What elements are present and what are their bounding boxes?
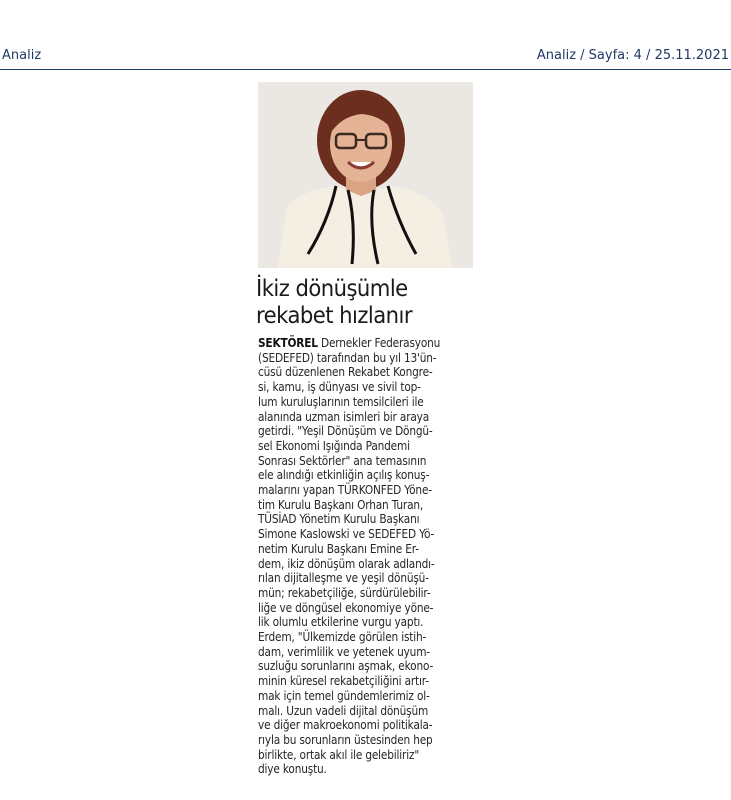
body-line: ele alındığı etkinliğin açılış konuş- xyxy=(258,468,430,483)
body-line xyxy=(258,336,447,351)
body-line: Simone Kaslowski ve SEDEFED Yö- xyxy=(258,527,435,542)
title-line: rekabet hızlanır xyxy=(256,303,412,329)
body-line: liğe ve döngüsel ekonomiye yöne- xyxy=(258,600,434,615)
body-line: netim Kurulu Başkanı Emine Er- xyxy=(258,541,419,556)
body-line: Erdem, "Ülkemizde görülen istih- xyxy=(258,630,427,645)
body-line: si, kamu, iş dünyası ve sivil top- xyxy=(258,380,421,395)
body-line: getirdi. "Yeşil Dönüşüm ve Döngü- xyxy=(258,424,433,439)
lead-word: SEKTÖREL xyxy=(258,336,318,350)
section-label: Analiz xyxy=(2,48,42,63)
body-line: (SEDEFED) tarafından bu yıl 13'ün- xyxy=(258,350,437,365)
header-divider xyxy=(0,69,731,70)
article-title xyxy=(256,276,468,330)
body-line: mak için temel gündemlerimiz ol- xyxy=(258,688,430,703)
body-line-text: Dernekler Federasyonu xyxy=(317,336,441,350)
source-info: Analiz / Sayfa: 4 / 25.11.2021 xyxy=(536,48,729,63)
body-line: minin küresel rekabetçiliğini artır- xyxy=(258,674,429,689)
body-line: mün; rekabetçiliğe, sürdürülebilir- xyxy=(258,585,431,600)
body-line: malı. Uzun vadeli dijital dönüşüm xyxy=(258,703,429,718)
article-body xyxy=(258,336,473,777)
body-line: lik olumlu etkilerine vurgu yaptı. xyxy=(258,615,424,630)
body-line: sel Ekonomi Işığında Pandemi xyxy=(258,438,410,453)
body-line: birlikte, ortak akıl ile gelebiliriz" xyxy=(258,747,420,762)
body-line: TÜSİAD Yönetim Kurulu Başkanı xyxy=(258,512,420,527)
body-line: dem, ikiz dönüşüm olarak adlandı- xyxy=(258,556,435,571)
title-line: İkiz dönüşümle xyxy=(256,276,408,302)
body-line: diye konuştu. xyxy=(258,762,327,777)
body-line: rılan dijitalleşme ve yeşil dönüşü- xyxy=(258,571,429,586)
body-line: Sonrası Sektörler" ana temasının xyxy=(258,453,427,468)
body-line: rıyla bu sorunların üstesinden hep xyxy=(258,732,433,747)
portrait-illustration xyxy=(258,82,473,268)
body-line: cüsü düzenlenen Rekabet Kongre- xyxy=(258,365,433,380)
body-line: alanında uzman isimleri bir araya xyxy=(258,409,430,424)
body-line: suzluğu sorunlarını aşmak, ekono- xyxy=(258,659,434,674)
body-line: malarını yapan TÜRKONFED Yöne- xyxy=(258,483,432,498)
body-line: dam, verimlilik ve yetenek uyum- xyxy=(258,644,430,659)
body-line: ve diğer makroekonomi politikala- xyxy=(258,718,433,733)
body-line: lum kuruluşlarının temsilcileri ile xyxy=(258,394,424,409)
portrait-photo xyxy=(258,82,473,268)
body-line: tim Kurulu Başkanı Orhan Turan, xyxy=(258,497,424,512)
